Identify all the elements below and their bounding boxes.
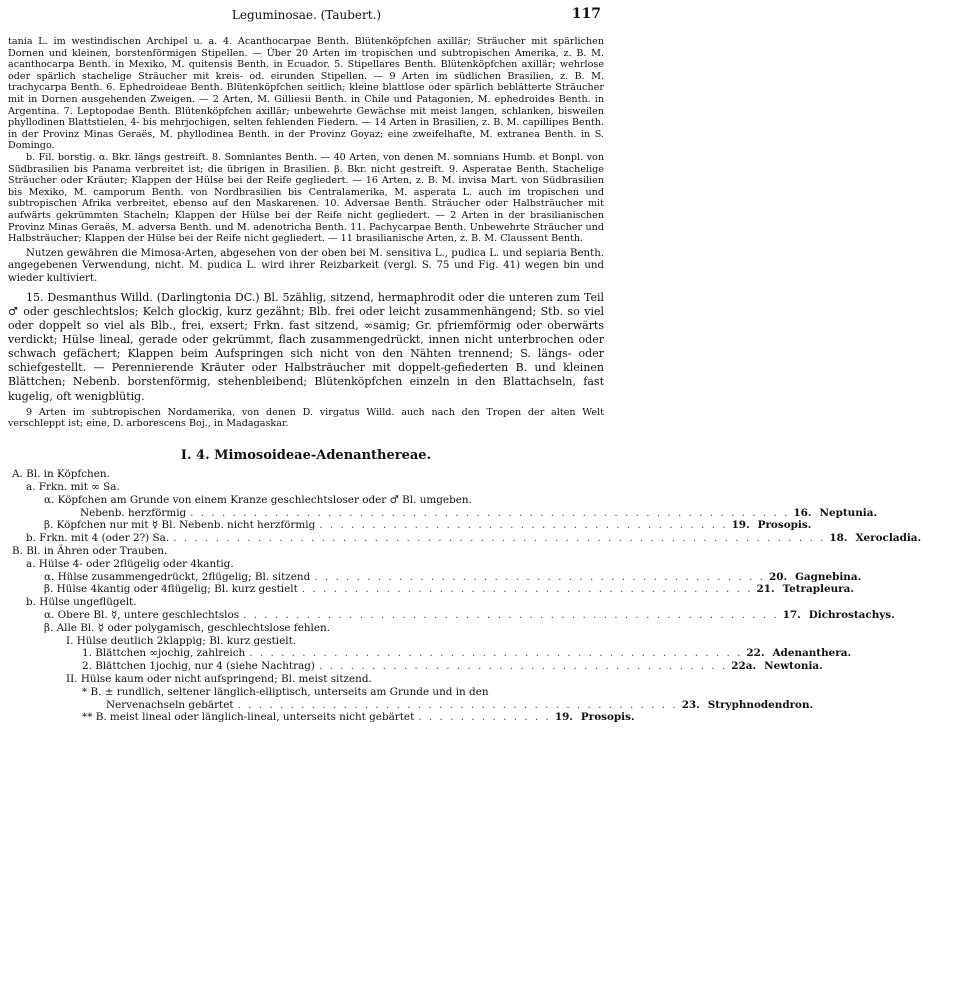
key-line: a. Frkn. mit ∞ Sa.: [26, 481, 120, 494]
paragraph-desmanthus: 15. Desmanthus Willd. (Darlingtonia DC.) Bl. 5zählig, sitzend, hermaphrodit oder die unteren zum Teil ♂ oder geschlechtslos; Kelch glockig, kurz gezähnt; Blb. frei oder leicht zusammenhängend; Stb. so viel oder doppelt so viel als Blb., frei, exsert; Frkn. fast sitzend, ∞samig; Gr. pfriemförmig oder oberwärts verdickt; Hülse lineal, gerade oder gekrümmt, flach zusammengedrückt, innen nicht unterbrochen oder schwach gefächert; Klappen beim Aufspringen sich nicht von den Nähten trennend; S. längs- oder schiefgestellt. — Perennierende Kräuter oder Halbsträucher mit doppelt-gefiederten B. und kleinen Blättchen; Nebenb. borstenförmig, stehenbleibend; Blütenköpfchen einzeln in den Blattachseln, fast kugelig, oft wenigblütig.: [8, 290, 604, 403]
key-line: β. Köpfchen nur mit ☿ Bl. Nebenb. nicht herzförmig . . . . . . . . . . . . . . . . . . . . . . . . . . . . . . . . . . . . . . . 19. Prosopis.: [44, 519, 812, 532]
key-line: Nebenb. herzförmig . . . . . . . . . . . . . . . . . . . . . . . . . . . . . . . . . . . . . . . . . . . . . . . . . . . . . . . . . 16. Neptunia.: [80, 506, 878, 519]
section-heading: I. 4. Mimosoideae-Adenanthereae.: [180, 447, 432, 463]
page-number: 117: [571, 6, 601, 22]
key-line: B. Bl. in Ähren oder Trauben.: [12, 545, 168, 558]
key-line: ** B. meist lineal oder länglich-lineal, unterseits nicht gebärtet . . . . . . . . . . . . . 19. Prosopis.: [82, 711, 635, 724]
key-line: II. Hülse kaum oder nicht aufspringend; Bl. meist sitzend.: [66, 673, 372, 685]
paragraph-nutzen: Nutzen gewähren die Mimosa-Arten, abgesehen von der oben bei M. sensitiva L., pudica L. und sepiaria Benth. angegebenen Verwendung, nicht. M. pudica L. wird ihrer Reizbarkeit (vergl. S. 75 und Fig. 41) wegen bin und wieder kultiviert.: [8, 247, 604, 284]
key-line: b. Hülse ungeflügelt.: [26, 596, 137, 609]
key-line: α. Hülse zusammengedrückt, 2flügelig; Bl. sitzend . . . . . . . . . . . . . . . . . . . . . . . . . . . . . . . . . . . . . . . . . . . 20. Gagnebina.: [44, 570, 862, 583]
identification-key: [8, 468, 922, 724]
key-line: 1. Blättchen ∞jochig, zahlreich . . . . . . . . . . . . . . . . . . . . . . . . . . . . . . . . . . . . . . . . . . . . . . . 22. Adenanthera.: [82, 647, 852, 660]
key-line: β. Alle Bl. ☿ oder polygamisch, geschlechtslose fehlen.: [44, 621, 331, 634]
key-line: a. Hülse 4- oder 2flügelig oder 4kantig.: [26, 557, 234, 570]
key-line: 2. Blättchen 1jochig, nur 4 (siehe Nachtrag) . . . . . . . . . . . . . . . . . . . . . . . . . . . . . . . . . . . . . . . 22a. Newtonia.: [82, 660, 823, 673]
key-line: α. Köpfchen am Grunde von einem Kranze geschlechtsloser oder ♂ Bl. umgeben.: [44, 493, 472, 506]
key-line: * B. ± rundlich, seltener länglich-elliptisch, unterseits am Grunde und in den: [82, 685, 489, 698]
page-header: [0, 6, 613, 26]
paragraph-desmanthus-distribution: 9 Arten im subtropischen Nordamerika, von denen D. virgatus Willd. auch nach den Tropen der alten Welt verschleppt ist; eine, D. arborescens Boj., in Madagaskar.: [8, 406, 604, 430]
key-line: A. Bl. in Köpfchen.: [12, 468, 110, 481]
paragraph-sections-8-11: b. Fil. borstig. α. Bkr. längs gestreift. 8. Somnlantes Benth. — 40 Arten, von denen M. somnians Humb. et Bonpl. von Südbrasilien bis Panama verbreitet ist; die übrigen in Brasilien. β. Bkr. nicht gestreift. 9. Asperatae Benth. Stachelige Sträucher oder Kräuter; Klappen der Hülse bei der Reife gegliedert. — 16 Arten, z. B. M. invisa Mart. von Südbrasilien bis Mexiko, M. camporum Benth. von Nordbrasilien bis Centralamerika, M. asperata L. auch im tropischen und subtropischen Afrika verbreitet, ebenso auf den Maskarenen. 10. Adversae Benth. Sträucher oder Halbsträucher mit aufwärts gekrümmten Stacheln; Klappen der Hülse bei der Reife nicht gegliedert. — 2 Arten in der brasilianischen Provinz Minas Geraës, M. adversa Benth. und M. adenotricha Benth. 11. Pachycarpae Benth. Unbewehrte Sträucher und Halbsträucher; Klappen der Hülse bei der Reife nicht gegliedert. — 11 brasilianische Arten, z. B. M. Claussent Benth.: [8, 151, 604, 245]
page-body: [8, 36, 922, 724]
key-line: β. Hülse 4kantig oder 4flügelig; Bl. kurz gestielt . . . . . . . . . . . . . . . . . . . . . . . . . . . . . . . . . . . . . . . . . . . 21. Tetrapleura.: [44, 583, 854, 596]
key-line: b. Frkn. mit 4 (oder 2?) Sa. . . . . . . . . . . . . . . . . . . . . . . . . . . . . . . . . . . . . . . . . . . . . . . . . . . . . . . . . . . . . . . 18. Xerocladia.: [26, 532, 922, 545]
paragraph-sections-4-7: tania L. im westindischen Archipel u. a. 4. Acanthocarpae Benth. Blütenköpfchen axillär; Sträucher mit spärlichen Dornen und kleinen, borstenförmigen Stipellen. — Über 20 Arten im tropischen und subtropischen Amerika, z. B. M. acanthocarpa Benth. in Mexiko, M. quitensis Benth. in Ecuador. 5. Stipellares Benth. Blütenköpfchen axillär; wehrlose oder spärlich stachelige Sträucher mit kreis- od. eirunden Stipellen. — 9 Arten im südlichen Brasilien, z. B. M. trachycarpa Benth. 6. Ephedroideae Benth. Blütenköpfchen seitlich; kleine blattlose oder spärlich beblätterte Sträucher mit in Dornen ausgehenden Zweigen. — 2 Arten, M. Gilliesii Benth. in Chile und Patagonien, M. ephedroides Benth. in Argentina. 7. Leptopodae Benth. Blütenköpfchen axillär; unbewehrte Gewächse mit meist langen, schlanken, bisweilen phyllodinen Blattstielen, 4- bis mehrjochigen, selten fehlenden Fiedern. — 14 Arten in Brasilien, z. B. M. capillipes Benth. in der Provinz Minas Geraës, M. phyllodinea Benth. in der Provinz Goyaz; eine zweifelhafte, M. extranea Benth. in S. Domingo.: [8, 36, 604, 152]
key-line: α. Obere Bl. ☿, untere geschlechtslos . . . . . . . . . . . . . . . . . . . . . . . . . . . . . . . . . . . . . . . . . . . . . . . . . . . 17. Dichrostachys.: [44, 609, 895, 622]
running-title: Leguminosae. (Taubert.): [231, 8, 382, 22]
key-line: I. Hülse deutlich 2klappig; Bl. kurz gestielt.: [66, 634, 297, 647]
key-line: Nervenachseln gebärtet . . . . . . . . . . . . . . . . . . . . . . . . . . . . . . . . . . . . . . . . . . 23. Stryphnodendron.: [106, 698, 814, 711]
